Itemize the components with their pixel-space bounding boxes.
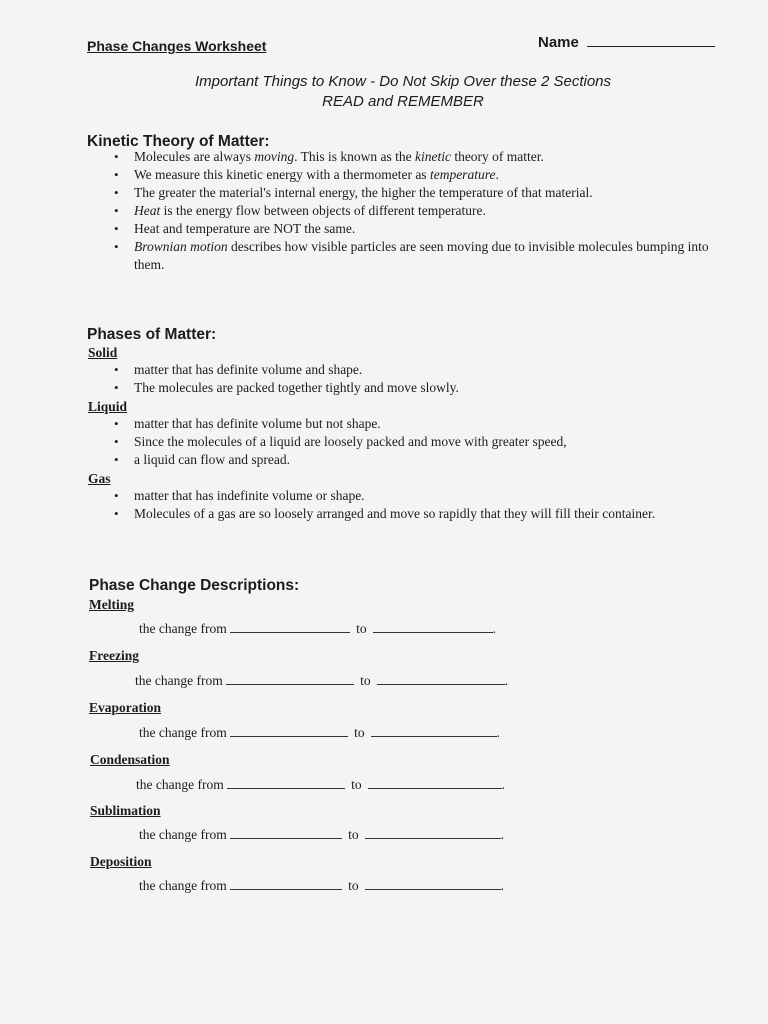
gas-list xyxy=(112,487,752,523)
condensation-row: the change from to . xyxy=(136,777,505,792)
condensation-to-blank[interactable] xyxy=(368,778,502,789)
melting-row: the change from to . xyxy=(139,621,496,636)
list-item: • The greater the material's internal energy, the higher the temperature of that material. xyxy=(112,184,712,202)
phase-change-descriptions-heading: Phase Change Descriptions: xyxy=(89,577,300,594)
phases-of-matter-heading: Phases of Matter: xyxy=(87,326,217,343)
condensation-from-blank[interactable] xyxy=(227,778,345,789)
freezing-row: the change from to . xyxy=(135,673,508,688)
list-item: • matter that has indefinite volume or shape. xyxy=(112,487,752,505)
sublimation-label: Sublimation xyxy=(90,803,161,818)
freezing-to-blank[interactable] xyxy=(377,674,505,685)
deposition-to-blank[interactable] xyxy=(365,879,501,890)
name-label: Name xyxy=(538,34,579,51)
sublimation-to-blank[interactable] xyxy=(365,828,501,839)
condensation-label: Condensation xyxy=(90,752,170,767)
solid-list xyxy=(112,361,732,397)
freezing-from-blank[interactable] xyxy=(226,674,354,685)
intro-line-1: Important Things to Know - Do Not Skip Over these 2 Sections xyxy=(194,73,612,90)
deposition-row: the change from to . xyxy=(139,878,504,893)
list-item: • a liquid can flow and spread. xyxy=(112,451,732,469)
melting-label: Melting xyxy=(89,597,134,612)
name-field[interactable] xyxy=(538,34,715,51)
list-item: • Brownian motion describes how visible particles are seen moving due to invisible molecules bumping into them. xyxy=(112,238,712,274)
list-item: • Molecules are always moving. This is known as the kinetic theory of matter. xyxy=(112,148,712,166)
list-item: • Heat and temperature are NOT the same. xyxy=(112,220,712,238)
kinetic-theory-list xyxy=(112,148,712,274)
list-item: • We measure this kinetic energy with a thermometer as temperature. xyxy=(112,166,712,184)
melting-to-blank[interactable] xyxy=(373,622,493,633)
solid-label: Solid xyxy=(88,345,118,360)
freezing-label: Freezing xyxy=(89,648,139,663)
list-item: • matter that has definite volume but not shape. xyxy=(112,415,732,433)
evaporation-row: the change from to . xyxy=(139,725,500,740)
liquid-list xyxy=(112,415,732,469)
evaporation-from-blank[interactable] xyxy=(230,726,348,737)
worksheet-title: Phase Changes Worksheet xyxy=(87,38,267,54)
deposition-label: Deposition xyxy=(90,854,152,869)
sublimation-row: the change from to . xyxy=(139,827,504,842)
melting-from-blank[interactable] xyxy=(230,622,350,633)
evaporation-to-blank[interactable] xyxy=(371,726,497,737)
list-item: • Molecules of a gas are so loosely arranged and move so rapidly that they will fill their container. xyxy=(112,505,752,523)
intro-line-2: READ and REMEMBER xyxy=(322,93,484,110)
deposition-from-blank[interactable] xyxy=(230,879,342,890)
name-blank-line[interactable] xyxy=(587,36,715,47)
sublimation-from-blank[interactable] xyxy=(230,828,342,839)
list-item: • The molecules are packed together tightly and move slowly. xyxy=(112,379,732,397)
gas-label: Gas xyxy=(88,471,111,486)
liquid-label: Liquid xyxy=(88,399,128,414)
evaporation-label: Evaporation xyxy=(89,700,162,715)
kinetic-theory-heading: Kinetic Theory of Matter: xyxy=(87,133,270,150)
list-item: • Since the molecules of a liquid are loosely packed and move with greater speed, xyxy=(112,433,732,451)
list-item: • Heat is the energy flow between objects of different temperature. xyxy=(112,202,712,220)
intro-note xyxy=(0,72,768,112)
list-item: • matter that has definite volume and shape. xyxy=(112,361,732,379)
